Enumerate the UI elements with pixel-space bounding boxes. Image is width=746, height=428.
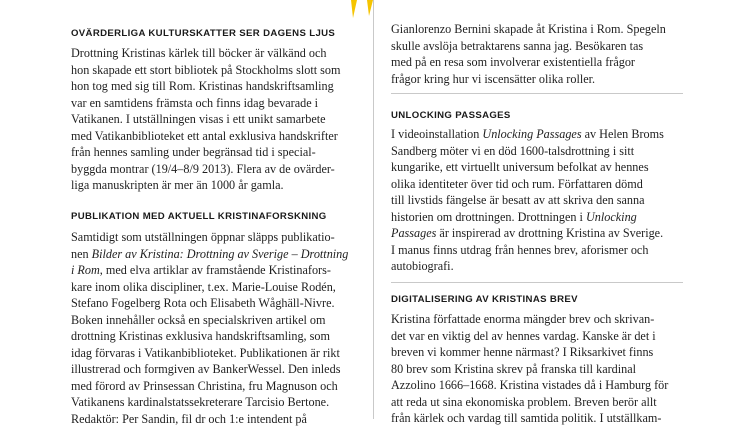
publikation-book-title: Bilder av Kristina: Drottning av Sverige – Drottning i Rom <box>71 246 349 278</box>
unlocking-text-a: I videoinstallation <box>391 127 483 141</box>
light-ray-left <box>351 0 357 18</box>
publikation-lead: Samtidigt som utställningen öppnar släpps publikatio- nen <box>71 230 335 261</box>
section-body-kulturskatter: Drottning Kristinas kärlek till böcker är välkänd och hon skapade ett stort bibliotek på Stockholms slott som hon tog med sig till Rom. Kristinas handskriftsamling var en samtidens främsta och finns idag bevarade i Vatikanen. I utställningen visas i ett unikt samarbete med Vatikanbiblioteket ett antal exklusiva handskrifter från hennes samling under begränsad tid i special- byggda montrar (19/4–8/9 2013). Flera av de ovärder- liga manuskripten är mer än 1000 år gamla. <box>71 46 341 193</box>
section-heading-kulturskatter: OVÄRDERLIGA KULTURSKATTER SER DAGENS LJUS <box>71 28 336 39</box>
section-heading-unlocking-passages: UNLOCKING PASSAGES <box>391 110 511 121</box>
unlocking-text-c: är inspirerad av drottning Kristina av Sverige. I manus finns utdrag från hennes brev, aforismer och autobiografi. <box>391 226 664 274</box>
column-divider <box>373 0 374 419</box>
publikation-rest: , med elva artiklar av framstående Kristinafors- kare inom olika discipliner, t.ex. Marie-Louise Rodén, Stefano Fogelberg Rota och Elisabeth Wåghäll-Nivre. Boken innehåller också en specialskriven artikel om drottning Kristinas exklusiva handskriftsamling, som idag förvaras i Vatikanbiblioteket. Publikationen är rikt illustrerad och formgiven av BankerWessel. Den inleds med förord av Prinsessan Christina, fru Magnuson och Vatikanens kardinalstatssekreterare Tarcisio Bertone. Redaktör: Per Sandin, fil dr och 1:e intendent på <box>71 263 341 427</box>
section-body-unlocking-passages <box>391 126 691 275</box>
section-rule <box>391 282 683 283</box>
unlocking-title-italic: Unlocking Passages <box>482 127 582 141</box>
section-body-digitalisering: Kristina författade enorma mängder brev och skrivan- det var en viktig del av hennes vardag. Kanske är det i breven vi kommer henne närmast? I Riksarkivet finns 80 brev som Kristina skrev på franska till kardinal Azzolino 1666–1668. Kristina vistades då i Hamburg för att reda ut sina ekonomiska problem. Breven berör allt från kärlek och vardag till samtida politik. I utställkam- <box>391 312 669 426</box>
section-heading-publikation: PUBLIKATION MED AKTUELL KRISTINAFORSKNING <box>71 211 327 222</box>
unlocking-title-italic-2: Unlocking Passages <box>391 209 637 241</box>
unlocking-text-b: av Helen Broms Sandberg möter vi en död 1600-talsdrottning i sitt kungarike, ett virtuellt universum befolkat av hennes olika identiteter över tid och rum. Författaren dömd till livstids fängelse är besatt av att skriva den sanna historien om drottningen. Drottningen i <box>391 127 664 224</box>
section-heading-digitalisering: DIGITALISERING AV KRISTINAS BREV <box>391 294 578 305</box>
section-rule <box>391 93 683 94</box>
section-body-spegeln: Gianlorenzo Bernini skapade åt Kristina i Rom. Spegeln skulle avslöja betraktarens sanna jag. Besökaren tas med på en resa som involverar existentiella frågor frågor kring hur vi iscensätter olika roller. <box>391 22 666 86</box>
section-body-publikation <box>71 229 366 428</box>
